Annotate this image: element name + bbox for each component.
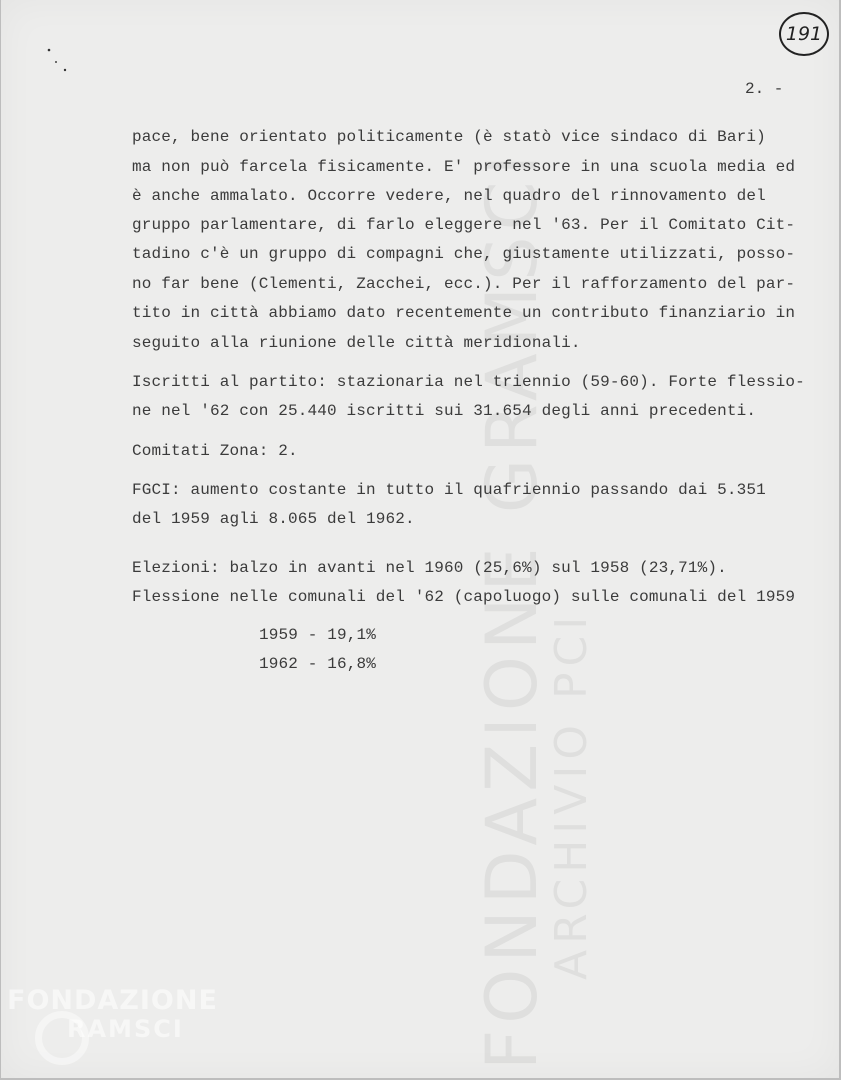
text-line: no far bene (Clementi, Zacchei, ecc.). Per il rafforzamento del par- — [132, 275, 796, 293]
ink-specks — [45, 44, 75, 74]
logo-line-1: FONDAZIONE — [7, 985, 218, 1016]
text-line: Comitati Zona: 2. — [132, 442, 298, 460]
text-line: seguito alla riunione delle città meridionali. — [132, 334, 581, 352]
logo-line-2: RAMSCI — [67, 1015, 184, 1043]
text-line: Iscritti al partito: stazionaria nel triennio (59-60). Forte flessio- — [132, 373, 805, 391]
text-line: pace, bene orientato politicamente (è statò vice sindaco di Bari) — [132, 128, 766, 146]
text-line: ma non può farcela fisicamente. E' professore in una scuola media ed — [132, 158, 796, 176]
text-line: è anche ammalato. Occorre vedere, nel quadro del rinnovamento del — [132, 187, 766, 205]
text-line: del 1959 agli 8.065 del 1962. — [132, 510, 415, 528]
document-page — [1, 0, 839, 1078]
text-line: gruppo parlamentare, di farlo eleggere nel '63. Per il Comitato Cit- — [132, 216, 796, 234]
text-line: Elezioni: balzo in avanti nel 1960 (25,6%) sul 1958 (23,71%). — [132, 559, 727, 577]
archive-stamp: 191 — [779, 12, 829, 56]
result-line: 1959 - 19,1% — [259, 626, 377, 644]
watermark-vertical-small: ARCHIVIO PCI — [546, 610, 597, 980]
text-line: Flessione nelle comunali del '62 (capoluogo) sulle comunali del 1959 — [132, 588, 796, 606]
text-line: tadino c'è un gruppo di compagni che, giustamente utilizzati, posso- — [132, 245, 796, 263]
text-line: tito in città abbiamo dato recentemente un contributo finanziario in — [132, 304, 796, 322]
text-line: FGCI: aumento costante in tutto il quafriennio passando dai 5.351 — [132, 481, 766, 499]
watermark-vertical: FONDAZIONE GRAMSCI — [471, 148, 553, 1070]
fondazione-gramsci-logo — [7, 985, 227, 1065]
result-line: 1962 - 16,8% — [259, 655, 377, 673]
page-number: 2. - — [745, 80, 784, 98]
text-line: ne nel '62 con 25.440 iscritti sui 31.654 degli anni precedenti. — [132, 402, 757, 420]
